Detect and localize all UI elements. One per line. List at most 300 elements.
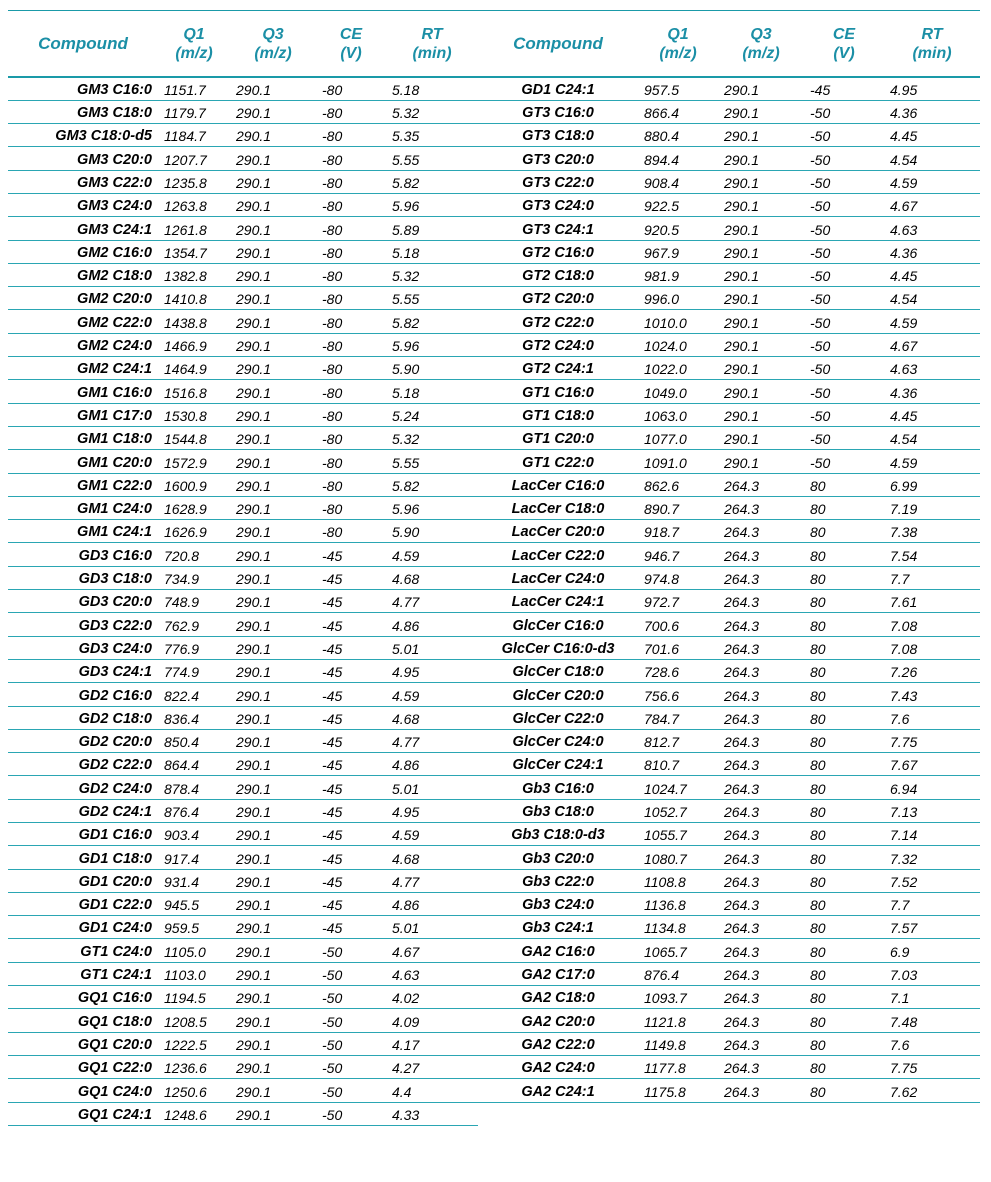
rt-cell-left: 4.68 — [386, 846, 478, 869]
ce-cell-right: -50 — [804, 240, 884, 263]
ce-cell-left: -80 — [316, 380, 386, 403]
q1-cell-right: 1065.7 — [638, 939, 718, 962]
table-row — [8, 1055, 980, 1078]
table-row — [8, 729, 980, 752]
rt-cell-left: 4.02 — [386, 986, 478, 1009]
q3-cell-right: 264.3 — [718, 636, 804, 659]
compound-cell-left: GD3 C24:1 — [8, 659, 158, 682]
rt-cell-left: 5.82 — [386, 170, 478, 193]
ce-cell-right: 80 — [804, 729, 884, 752]
ce-cell-right: -50 — [804, 333, 884, 356]
q1-cell-right: 1010.0 — [638, 310, 718, 333]
q3-cell-right: 290.1 — [718, 147, 804, 170]
q3-cell-right: 290.1 — [718, 380, 804, 403]
compound-cell-right: LacCer C18:0 — [478, 496, 638, 519]
q3-cell-right: 290.1 — [718, 403, 804, 426]
q1-cell-left: 1208.5 — [158, 1009, 230, 1032]
compound-cell-left: GQ1 C16:0 — [8, 986, 158, 1009]
rt-cell-right: 4.67 — [884, 333, 980, 356]
ce-cell-right: 80 — [804, 916, 884, 939]
ce-cell-right: 80 — [804, 683, 884, 706]
q3-cell-right: 264.3 — [718, 962, 804, 985]
q1-cell-left: 1572.9 — [158, 450, 230, 473]
ce-cell-right: 80 — [804, 520, 884, 543]
rt-cell-right: 4.95 — [884, 77, 980, 100]
ce-cell-left: -50 — [316, 1009, 386, 1032]
ce-cell-left: -45 — [316, 566, 386, 589]
rt-cell-right: 6.9 — [884, 939, 980, 962]
table-row — [8, 426, 980, 449]
compound-cell-left: GM1 C17:0 — [8, 403, 158, 426]
table-row — [8, 333, 980, 356]
rt-cell-right: 4.54 — [884, 287, 980, 310]
q3-cell-left: 290.1 — [230, 287, 316, 310]
ce-cell-left: -45 — [316, 590, 386, 613]
rt-cell-left: 5.32 — [386, 263, 478, 286]
table-row — [8, 450, 980, 473]
q3-cell-right: 290.1 — [718, 333, 804, 356]
q1-cell-right: 701.6 — [638, 636, 718, 659]
rt-cell-right: 4.54 — [884, 147, 980, 170]
rt-cell-left: 5.18 — [386, 380, 478, 403]
ce-cell-left: -45 — [316, 729, 386, 752]
compound-cell-left: GM2 C16:0 — [8, 240, 158, 263]
compound-cell-left: GD3 C16:0 — [8, 543, 158, 566]
ce-cell-right: 80 — [804, 799, 884, 822]
table-row — [8, 287, 980, 310]
ce-cell-left: -80 — [316, 496, 386, 519]
rt-cell-right: 4.45 — [884, 263, 980, 286]
q1-cell-right: 1024.0 — [638, 333, 718, 356]
ce-cell-left: -45 — [316, 846, 386, 869]
table-row — [8, 263, 980, 286]
table-row — [8, 240, 980, 263]
ce-cell-right: -50 — [804, 310, 884, 333]
compound-cell-right: GT1 C20:0 — [478, 426, 638, 449]
compound-cell-left: GD3 C20:0 — [8, 590, 158, 613]
q3-cell-right: 264.3 — [718, 566, 804, 589]
q3-cell-left: 290.1 — [230, 77, 316, 100]
table-row — [8, 520, 980, 543]
table-row — [8, 659, 980, 682]
rt-cell-right: 4.45 — [884, 124, 980, 147]
q3-cell-right: 264.3 — [718, 683, 804, 706]
q3-cell-left: 290.1 — [230, 520, 316, 543]
ce-cell-left: -45 — [316, 636, 386, 659]
q3-cell-right: 290.1 — [718, 357, 804, 380]
q3-cell-left: 290.1 — [230, 310, 316, 333]
compound-cell-left: GD1 C20:0 — [8, 869, 158, 892]
table-row — [8, 869, 980, 892]
compound-cell-left: GD1 C18:0 — [8, 846, 158, 869]
ce-cell-left: -45 — [316, 706, 386, 729]
ce-cell-left: -80 — [316, 357, 386, 380]
q1-cell-left: 1438.8 — [158, 310, 230, 333]
rt-cell-left: 4.17 — [386, 1032, 478, 1055]
ce-cell-right: -50 — [804, 100, 884, 123]
compound-cell-left: GM1 C22:0 — [8, 473, 158, 496]
q3-cell-right: 290.1 — [718, 217, 804, 240]
rt-cell-right: 4.63 — [884, 217, 980, 240]
table-row — [8, 310, 980, 333]
rt-cell-right: 7.38 — [884, 520, 980, 543]
q3-cell-right: 290.1 — [718, 310, 804, 333]
compound-cell-left: GD2 C24:1 — [8, 799, 158, 822]
q1-cell-right: 1108.8 — [638, 869, 718, 892]
compound-cell-left: GM3 C18:0-d5 — [8, 124, 158, 147]
rt-cell-left: 5.55 — [386, 147, 478, 170]
rt-cell-right: 4.45 — [884, 403, 980, 426]
q1-cell-right: 1177.8 — [638, 1055, 718, 1078]
q1-cell-right: 1024.7 — [638, 776, 718, 799]
rt-cell-right: 7.7 — [884, 892, 980, 915]
table-row — [8, 124, 980, 147]
compound-cell-left: GM2 C24:1 — [8, 357, 158, 380]
q3-cell-left: 290.1 — [230, 916, 316, 939]
q1-cell-right: 1077.0 — [638, 426, 718, 449]
q1-cell-right: 810.7 — [638, 753, 718, 776]
table-row — [8, 473, 980, 496]
q1-cell-right: 946.7 — [638, 543, 718, 566]
q1-cell-right: 1049.0 — [638, 380, 718, 403]
rt-cell-left: 4.59 — [386, 683, 478, 706]
compound-cell-left: GD1 C16:0 — [8, 823, 158, 846]
table-row — [8, 846, 980, 869]
compound-cell-right: GlcCer C16:0-d3 — [478, 636, 638, 659]
q3-cell-left: 290.1 — [230, 1055, 316, 1078]
q3-cell-left: 290.1 — [230, 869, 316, 892]
rt-cell-right: 7.67 — [884, 753, 980, 776]
rt-cell-right — [884, 1102, 980, 1125]
q3-cell-right: 264.3 — [718, 543, 804, 566]
rt-cell-left: 4.68 — [386, 706, 478, 729]
q3-cell-right: 290.1 — [718, 240, 804, 263]
compound-cell-left: GM2 C22:0 — [8, 310, 158, 333]
q1-cell-right: 890.7 — [638, 496, 718, 519]
q3-cell-left: 290.1 — [230, 100, 316, 123]
q1-cell-right: 918.7 — [638, 520, 718, 543]
table-row — [8, 636, 980, 659]
rt-cell-left: 4.59 — [386, 543, 478, 566]
q1-cell-left: 776.9 — [158, 636, 230, 659]
compound-cell-right: GT3 C18:0 — [478, 124, 638, 147]
q3-cell-right: 264.3 — [718, 1055, 804, 1078]
rt-cell-left: 5.24 — [386, 403, 478, 426]
q3-cell-left: 290.1 — [230, 753, 316, 776]
q1-cell-right: 957.5 — [638, 77, 718, 100]
q1-cell-right: 974.8 — [638, 566, 718, 589]
ce-cell-right: -50 — [804, 193, 884, 216]
q1-cell-left: 959.5 — [158, 916, 230, 939]
q3-cell-right: 264.3 — [718, 590, 804, 613]
q3-cell-right: 264.3 — [718, 520, 804, 543]
compound-cell-right: GA2 C16:0 — [478, 939, 638, 962]
q1-cell-right: 1175.8 — [638, 1079, 718, 1102]
ce-cell-left: -80 — [316, 100, 386, 123]
ce-cell-right: 80 — [804, 986, 884, 1009]
rt-cell-right: 7.19 — [884, 496, 980, 519]
q1-cell-right: 784.7 — [638, 706, 718, 729]
col-header-ce-left: CE (V) — [316, 11, 386, 77]
header-row — [8, 11, 980, 77]
ce-cell-left: -80 — [316, 240, 386, 263]
q1-cell-left: 1151.7 — [158, 77, 230, 100]
rt-cell-right: 7.54 — [884, 543, 980, 566]
compound-cell-right: GA2 C22:0 — [478, 1032, 638, 1055]
q1-cell-right: 967.9 — [638, 240, 718, 263]
q3-cell-left: 290.1 — [230, 1079, 316, 1102]
q3-cell-left: 290.1 — [230, 590, 316, 613]
rt-cell-right: 4.59 — [884, 310, 980, 333]
q1-cell-right: 1136.8 — [638, 892, 718, 915]
ce-cell-right: 80 — [804, 613, 884, 636]
rt-cell-right: 4.63 — [884, 357, 980, 380]
ce-cell-right: 80 — [804, 1079, 884, 1102]
compound-cell-left: GM1 C20:0 — [8, 450, 158, 473]
q3-cell-right: 264.3 — [718, 1032, 804, 1055]
compound-cell-left: GT1 C24:0 — [8, 939, 158, 962]
compound-cell-right: GlcCer C20:0 — [478, 683, 638, 706]
compound-cell-right: GlcCer C16:0 — [478, 613, 638, 636]
q1-cell-left: 1248.6 — [158, 1102, 230, 1125]
rt-cell-right: 7.14 — [884, 823, 980, 846]
q1-cell-right: 981.9 — [638, 263, 718, 286]
compound-cell-right: Gb3 C18:0-d3 — [478, 823, 638, 846]
table-row — [8, 892, 980, 915]
q3-cell-left: 290.1 — [230, 799, 316, 822]
q3-cell-left: 290.1 — [230, 124, 316, 147]
compound-cell-right: GA2 C24:1 — [478, 1079, 638, 1102]
compound-cell-left: GM2 C24:0 — [8, 333, 158, 356]
q1-cell-left: 774.9 — [158, 659, 230, 682]
ce-cell-left: -80 — [316, 473, 386, 496]
rt-cell-left: 4.4 — [386, 1079, 478, 1102]
compound-cell-left: GD3 C24:0 — [8, 636, 158, 659]
q1-cell-left: 945.5 — [158, 892, 230, 915]
q3-cell-left: 290.1 — [230, 263, 316, 286]
q1-cell-left: 1464.9 — [158, 357, 230, 380]
q1-cell-left: 931.4 — [158, 869, 230, 892]
compound-cell-left: GD2 C16:0 — [8, 683, 158, 706]
rt-cell-right: 7.43 — [884, 683, 980, 706]
table-row — [8, 590, 980, 613]
q1-cell-right: 1080.7 — [638, 846, 718, 869]
rt-cell-right: 7.57 — [884, 916, 980, 939]
table-row — [8, 683, 980, 706]
table-body — [8, 77, 980, 1125]
q1-cell-left: 1194.5 — [158, 986, 230, 1009]
ce-cell-right: 80 — [804, 473, 884, 496]
q3-cell-left: 290.1 — [230, 776, 316, 799]
table-row — [8, 962, 980, 985]
rt-cell-left: 4.63 — [386, 962, 478, 985]
rt-cell-left: 5.90 — [386, 357, 478, 380]
rt-cell-right: 7.52 — [884, 869, 980, 892]
ce-cell-right: -50 — [804, 380, 884, 403]
ce-cell-left: -50 — [316, 939, 386, 962]
q3-cell-left: 290.1 — [230, 962, 316, 985]
rt-cell-left: 4.68 — [386, 566, 478, 589]
q3-cell-left: 290.1 — [230, 636, 316, 659]
compound-cell-right: GT2 C16:0 — [478, 240, 638, 263]
compound-cell-right — [478, 1102, 638, 1125]
q1-cell-left: 748.9 — [158, 590, 230, 613]
compound-cell-left: GQ1 C24:1 — [8, 1102, 158, 1125]
compound-cell-left: GD3 C18:0 — [8, 566, 158, 589]
compound-cell-right: GT3 C22:0 — [478, 170, 638, 193]
q3-cell-left: 290.1 — [230, 823, 316, 846]
mrm-transitions-table — [8, 11, 980, 1126]
rt-cell-right: 7.13 — [884, 799, 980, 822]
rt-cell-right: 7.75 — [884, 729, 980, 752]
ce-cell-left: -80 — [316, 333, 386, 356]
compound-cell-left: GD3 C22:0 — [8, 613, 158, 636]
q1-cell-right: 1091.0 — [638, 450, 718, 473]
q1-cell-left: 876.4 — [158, 799, 230, 822]
q1-cell-right: 1052.7 — [638, 799, 718, 822]
ce-cell-right: 80 — [804, 659, 884, 682]
compound-cell-right: Gb3 C22:0 — [478, 869, 638, 892]
col-header-q3-right: Q3 (m/z) — [718, 11, 804, 77]
q1-cell-left: 1530.8 — [158, 403, 230, 426]
compound-cell-right: GT2 C24:0 — [478, 333, 638, 356]
table-row — [8, 566, 980, 589]
q1-cell-right: 756.6 — [638, 683, 718, 706]
q3-cell-left: 290.1 — [230, 543, 316, 566]
q3-cell-left: 290.1 — [230, 729, 316, 752]
table-row — [8, 147, 980, 170]
q1-cell-left: 1626.9 — [158, 520, 230, 543]
col-header-rt-left: RT (min) — [386, 11, 478, 77]
ce-cell-right: 80 — [804, 706, 884, 729]
table-row — [8, 380, 980, 403]
rt-cell-right: 4.59 — [884, 170, 980, 193]
compound-cell-right: GlcCer C24:0 — [478, 729, 638, 752]
q3-cell-right: 290.1 — [718, 77, 804, 100]
compound-cell-right: GT2 C20:0 — [478, 287, 638, 310]
q1-cell-left: 1410.8 — [158, 287, 230, 310]
compound-cell-right: LacCer C16:0 — [478, 473, 638, 496]
ce-cell-right: -50 — [804, 450, 884, 473]
q1-cell-right: 1149.8 — [638, 1032, 718, 1055]
q3-cell-right: 264.3 — [718, 916, 804, 939]
q3-cell-left: 290.1 — [230, 217, 316, 240]
q3-cell-left: 290.1 — [230, 613, 316, 636]
ce-cell-left: -45 — [316, 823, 386, 846]
ce-cell-left: -80 — [316, 450, 386, 473]
q3-cell-right: 264.3 — [718, 986, 804, 1009]
q3-cell-left: 290.1 — [230, 380, 316, 403]
q3-cell-left: 290.1 — [230, 403, 316, 426]
rt-cell-left: 5.82 — [386, 310, 478, 333]
ce-cell-left: -80 — [316, 520, 386, 543]
q3-cell-right: 290.1 — [718, 100, 804, 123]
compound-cell-right: GT1 C16:0 — [478, 380, 638, 403]
rt-cell-right: 7.08 — [884, 636, 980, 659]
ce-cell-left: -45 — [316, 799, 386, 822]
col-header-q1-left: Q1 (m/z) — [158, 11, 230, 77]
compound-cell-left: GM3 C24:0 — [8, 193, 158, 216]
table-row — [8, 193, 980, 216]
ce-cell-right: -50 — [804, 124, 884, 147]
compound-cell-right: GA2 C24:0 — [478, 1055, 638, 1078]
q1-cell-right: 812.7 — [638, 729, 718, 752]
compound-cell-left: GD2 C20:0 — [8, 729, 158, 752]
rt-cell-left: 4.09 — [386, 1009, 478, 1032]
q1-cell-right: 1063.0 — [638, 403, 718, 426]
table-row — [8, 496, 980, 519]
compound-cell-left: GM3 C24:1 — [8, 217, 158, 240]
ce-cell-left: -45 — [316, 683, 386, 706]
q3-cell-right: 290.1 — [718, 426, 804, 449]
q1-cell-right — [638, 1102, 718, 1125]
ce-cell-left: -45 — [316, 869, 386, 892]
compound-cell-left: GQ1 C18:0 — [8, 1009, 158, 1032]
rt-cell-right: 4.36 — [884, 380, 980, 403]
ce-cell-right: 80 — [804, 1009, 884, 1032]
q3-cell-right: 264.3 — [718, 776, 804, 799]
compound-cell-right: LacCer C20:0 — [478, 520, 638, 543]
q1-cell-left: 1184.7 — [158, 124, 230, 147]
compound-cell-left: GQ1 C24:0 — [8, 1079, 158, 1102]
q3-cell-right: 264.3 — [718, 1079, 804, 1102]
ce-cell-right: -50 — [804, 287, 884, 310]
ce-cell-left: -80 — [316, 287, 386, 310]
compound-cell-left: GD1 C24:0 — [8, 916, 158, 939]
q3-cell-right: 290.1 — [718, 193, 804, 216]
rt-cell-left: 4.27 — [386, 1055, 478, 1078]
rt-cell-left: 5.01 — [386, 636, 478, 659]
ce-cell-left: -80 — [316, 217, 386, 240]
ce-cell-left: -80 — [316, 263, 386, 286]
ce-cell-right: 80 — [804, 636, 884, 659]
q3-cell-right — [718, 1102, 804, 1125]
q3-cell-right: 264.3 — [718, 753, 804, 776]
q3-cell-right: 264.3 — [718, 939, 804, 962]
rt-cell-right: 4.67 — [884, 193, 980, 216]
q1-cell-left: 1236.6 — [158, 1055, 230, 1078]
q3-cell-left: 290.1 — [230, 473, 316, 496]
q1-cell-right: 908.4 — [638, 170, 718, 193]
table-row — [8, 1102, 980, 1125]
rt-cell-left: 4.67 — [386, 939, 478, 962]
compound-cell-right: LacCer C24:1 — [478, 590, 638, 613]
q1-cell-left: 1544.8 — [158, 426, 230, 449]
rt-cell-left: 5.32 — [386, 100, 478, 123]
compound-cell-right: GlcCer C22:0 — [478, 706, 638, 729]
compound-cell-right: GT3 C20:0 — [478, 147, 638, 170]
col-header-rt-right: RT (min) — [884, 11, 980, 77]
ce-cell-right — [804, 1102, 884, 1125]
rt-cell-right: 4.36 — [884, 100, 980, 123]
table-row — [8, 403, 980, 426]
compound-cell-right: GT1 C18:0 — [478, 403, 638, 426]
compound-cell-right: GD1 C24:1 — [478, 77, 638, 100]
ce-cell-left: -45 — [316, 659, 386, 682]
ce-cell-right: -50 — [804, 426, 884, 449]
compound-cell-right: GA2 C18:0 — [478, 986, 638, 1009]
q1-cell-left: 1354.7 — [158, 240, 230, 263]
table-row — [8, 939, 980, 962]
mrm-table-container — [8, 10, 980, 1126]
compound-cell-right: Gb3 C24:1 — [478, 916, 638, 939]
table-row — [8, 753, 980, 776]
q3-cell-right: 264.3 — [718, 706, 804, 729]
ce-cell-right: -50 — [804, 263, 884, 286]
q1-cell-left: 878.4 — [158, 776, 230, 799]
q3-cell-right: 290.1 — [718, 287, 804, 310]
compound-cell-left: GM3 C22:0 — [8, 170, 158, 193]
